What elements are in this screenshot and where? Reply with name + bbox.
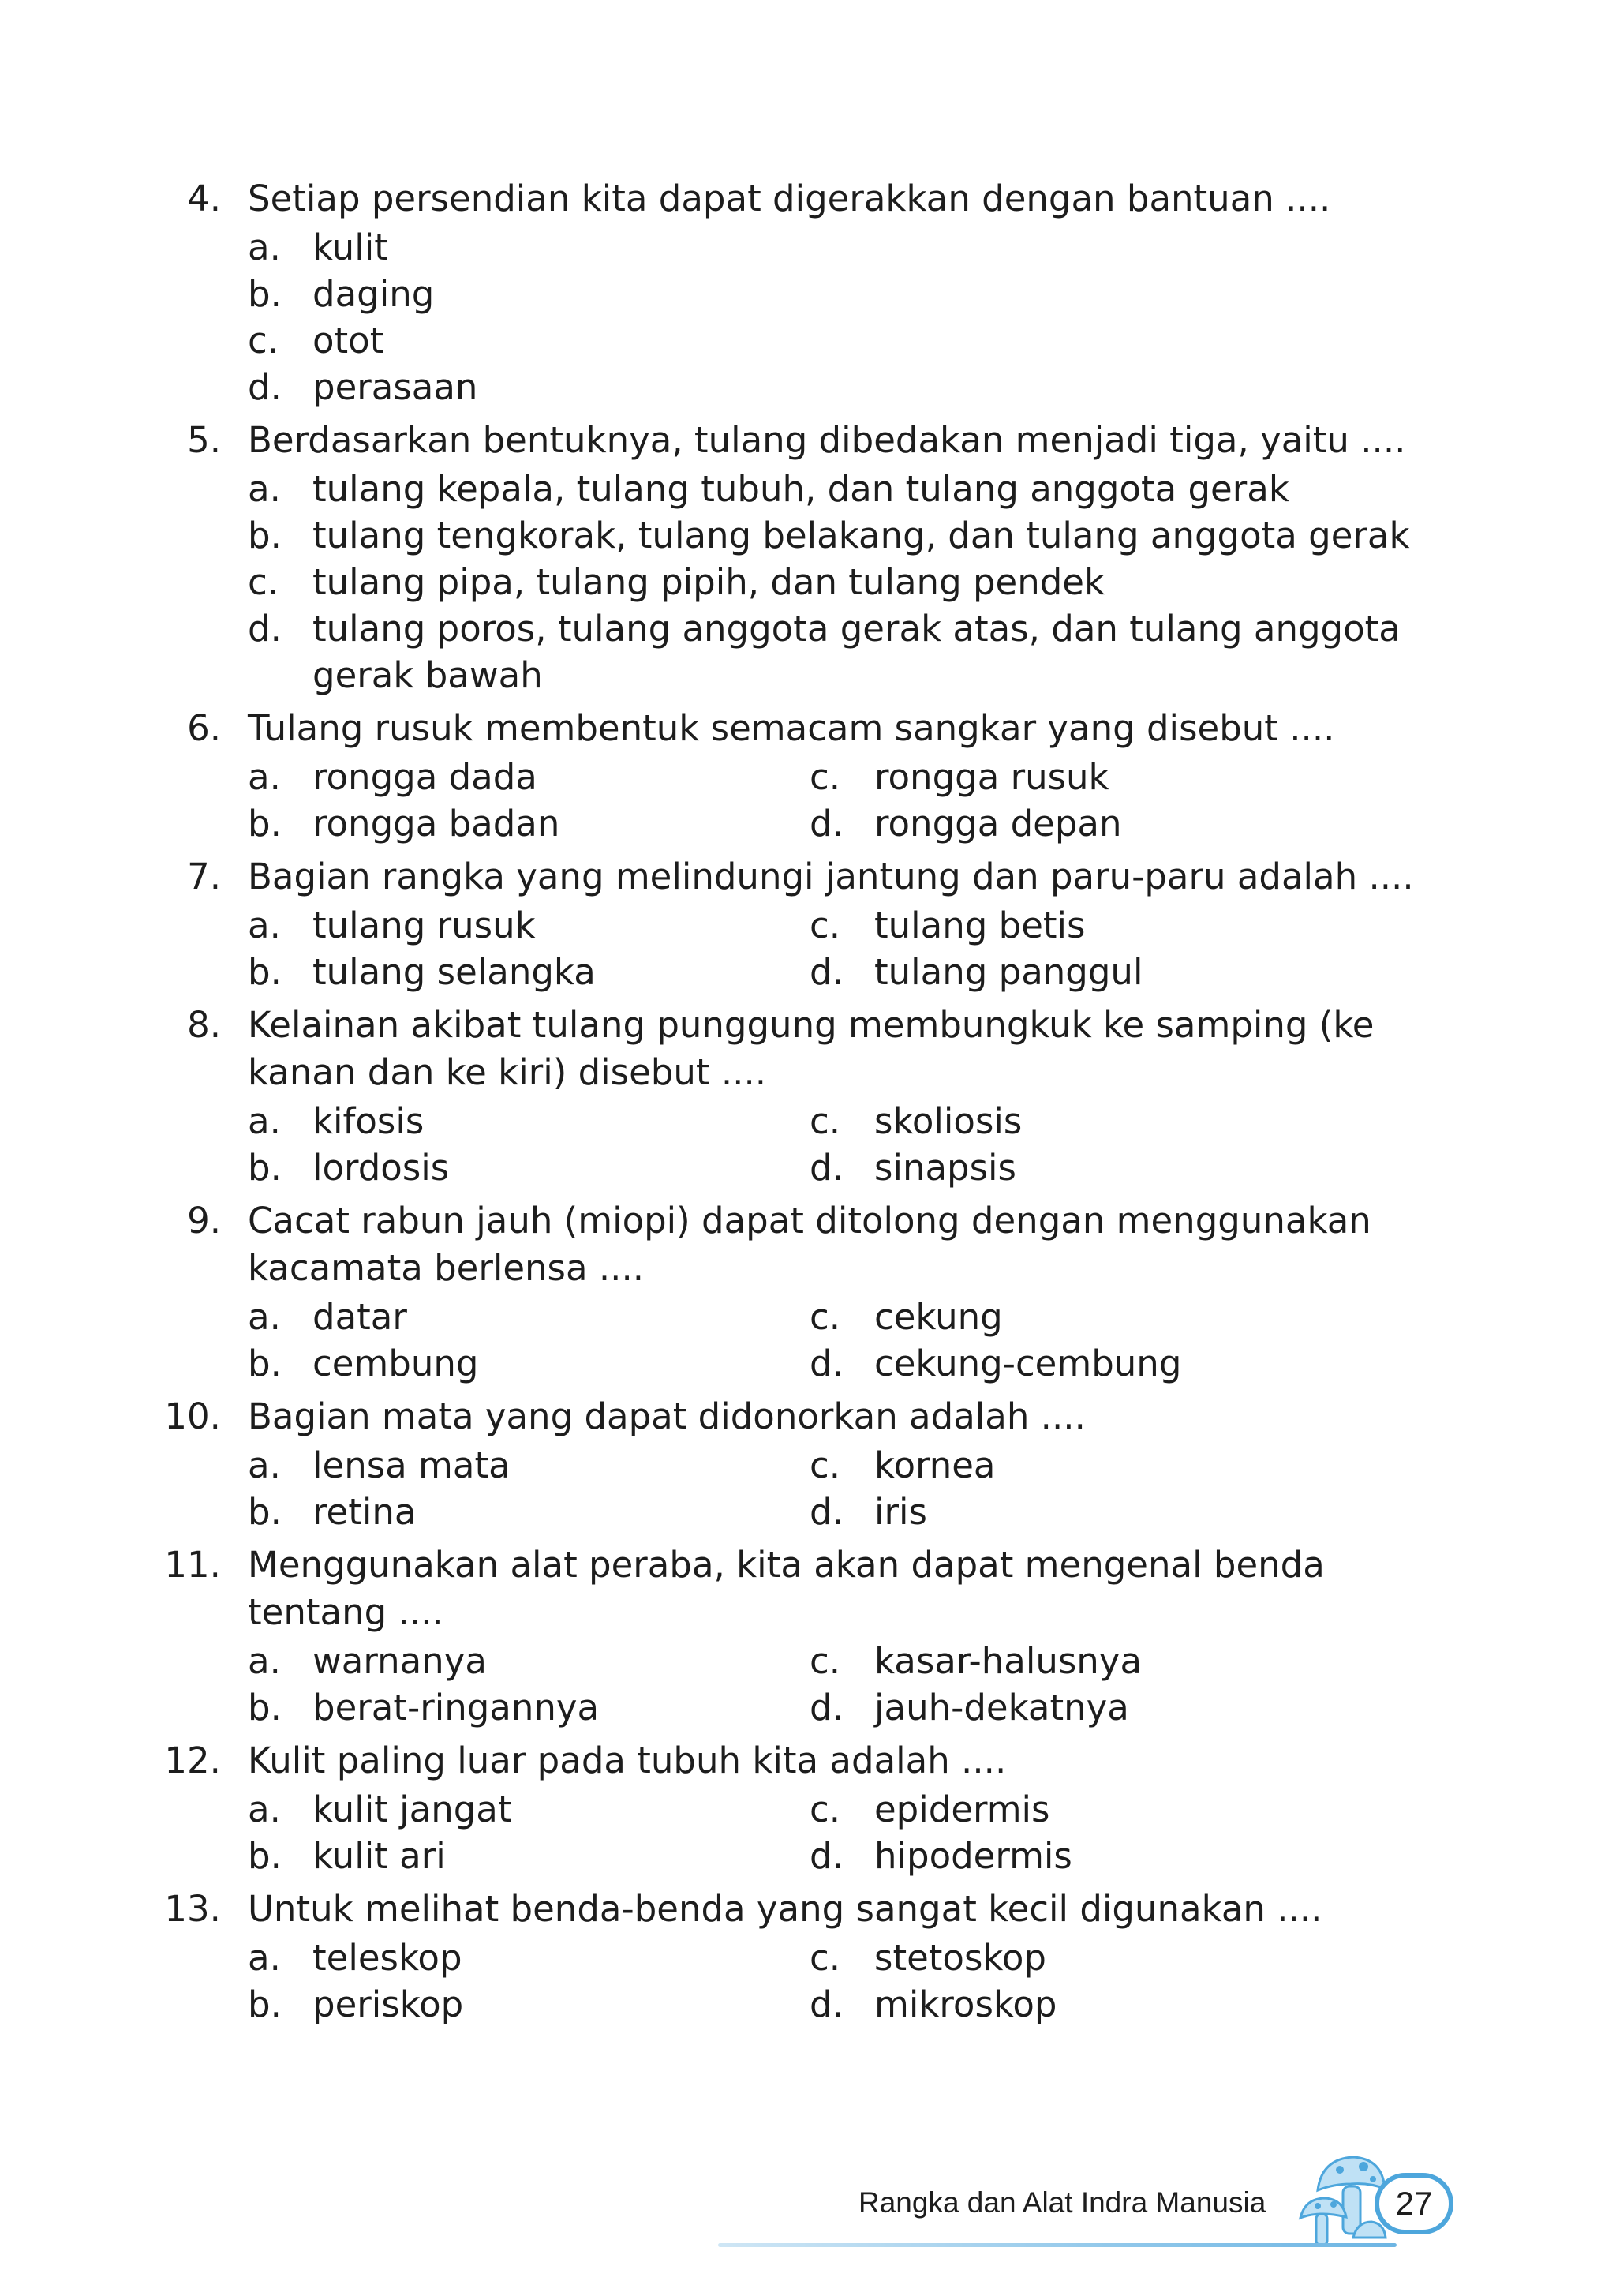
- question-item: [0, 1393, 1616, 1535]
- option-letter: a.: [248, 1296, 281, 1338]
- option-text: iris: [874, 1491, 927, 1533]
- answer-option: [810, 1340, 1409, 1387]
- answer-option: [810, 1098, 1409, 1144]
- question-item: [0, 853, 1616, 995]
- option-text: kulit jangat: [312, 1788, 512, 1830]
- option-letter: d.: [248, 366, 282, 408]
- option-text: berat-ringannya: [312, 1687, 600, 1729]
- option-letter: a.: [248, 227, 281, 268]
- option-letter: a.: [248, 756, 281, 798]
- answer-option: [248, 224, 1479, 271]
- option-letter: d.: [248, 608, 282, 650]
- question-item: [0, 175, 1616, 410]
- option-text: kulit: [312, 227, 388, 268]
- question-item: [0, 705, 1616, 847]
- option-text: jauh-dekatnya: [874, 1687, 1129, 1729]
- option-letter: b.: [248, 1687, 282, 1729]
- answer-option: [248, 512, 1479, 559]
- option-text: teleskop: [312, 1937, 462, 1979]
- option-text: warnanya: [312, 1640, 487, 1682]
- answer-option: [248, 317, 1479, 364]
- answer-option: [248, 1294, 810, 1340]
- answer-option: [810, 1684, 1409, 1731]
- option-letter: c.: [248, 320, 279, 361]
- chapter-title: Rangka dan Alat Indra Manusia: [858, 2186, 1266, 2219]
- answer-options: [248, 1786, 1616, 1879]
- answer-option: [810, 800, 1409, 847]
- question-text: Untuk melihat benda-benda yang sangat kecil digunakan ....: [248, 1888, 1322, 1930]
- option-letter: b.: [248, 951, 282, 993]
- question-number: 5.: [187, 419, 221, 461]
- option-text: tulang panggul: [874, 951, 1143, 993]
- option-letter: a.: [248, 1640, 281, 1682]
- option-letter: a.: [248, 1937, 281, 1979]
- answer-option: [810, 1489, 1409, 1535]
- option-text: tulang pipa, tulang pipih, dan tulang pendek: [312, 561, 1105, 603]
- option-letter: c.: [810, 1937, 841, 1979]
- question-number: 8.: [187, 1004, 221, 1046]
- option-letter: c.: [810, 1444, 841, 1486]
- answer-option: [810, 1638, 1409, 1684]
- question-item: [0, 417, 1616, 699]
- option-text: lordosis: [312, 1147, 450, 1189]
- option-text: kasar-halusnya: [874, 1640, 1143, 1682]
- option-letter: c.: [810, 905, 841, 946]
- question-number: 10.: [164, 1395, 221, 1437]
- answer-option: [810, 754, 1409, 800]
- option-letter: d.: [810, 1147, 844, 1189]
- option-letter: c.: [248, 561, 279, 603]
- option-text: sinapsis: [874, 1147, 1016, 1189]
- option-text: kifosis: [312, 1100, 425, 1142]
- option-text: tulang kepala, tulang tubuh, dan tulang anggota gerak: [312, 468, 1289, 510]
- answer-option: [248, 1833, 810, 1879]
- option-text: tulang betis: [874, 905, 1086, 946]
- answer-options: [248, 1098, 1616, 1191]
- option-letter: c.: [810, 1640, 841, 1682]
- question-number: 6.: [187, 707, 221, 749]
- answer-option: [248, 605, 1479, 699]
- answer-option: [248, 1144, 810, 1191]
- option-text: mikroskop: [874, 1983, 1057, 2025]
- option-text: kulit ari: [312, 1835, 446, 1877]
- answer-option: [248, 949, 810, 995]
- page-number: 27: [1395, 2185, 1433, 2222]
- option-letter: b.: [248, 1147, 282, 1189]
- option-letter: d.: [810, 1343, 844, 1384]
- answer-options: [248, 466, 1616, 699]
- option-letter: c.: [810, 1100, 841, 1142]
- answer-option: [248, 1684, 810, 1731]
- answer-option: [810, 1786, 1409, 1833]
- answer-option: [810, 1981, 1409, 2028]
- question-text: Menggunakan alat peraba, kita akan dapat mengenal benda tentang ....: [248, 1544, 1325, 1633]
- answer-options: [248, 1935, 1616, 2028]
- question-item: [0, 1197, 1616, 1387]
- option-letter: d.: [810, 1835, 844, 1877]
- answer-option: [810, 902, 1409, 949]
- option-text: rongga rusuk: [874, 756, 1109, 798]
- answer-options: [248, 902, 1616, 995]
- answer-option: [248, 800, 810, 847]
- answer-option: [248, 1638, 810, 1684]
- option-text: tulang tengkorak, tulang belakang, dan tulang anggota gerak: [312, 515, 1410, 556]
- answer-option: [810, 1144, 1409, 1191]
- question-text: Tulang rusuk membentuk semacam sangkar yang disebut ....: [248, 707, 1335, 749]
- option-letter: b.: [248, 1343, 282, 1384]
- option-letter: b.: [248, 803, 282, 845]
- option-text: retina: [312, 1491, 417, 1533]
- answer-options: [248, 1442, 1616, 1535]
- question-item: [0, 1737, 1616, 1879]
- option-letter: b.: [248, 515, 282, 556]
- footer-divider: [718, 2243, 1397, 2247]
- question-text: Kulit paling luar pada tubuh kita adalah ....: [248, 1740, 1007, 1781]
- option-letter: a.: [248, 1444, 281, 1486]
- option-text: datar: [312, 1296, 407, 1338]
- option-letter: a.: [248, 1788, 281, 1830]
- question-number: 11.: [164, 1544, 221, 1586]
- answer-option: [248, 1098, 810, 1144]
- option-letter: d.: [810, 1983, 844, 2025]
- option-letter: a.: [248, 905, 281, 946]
- question-text: Bagian rangka yang melindungi jantung dan paru-paru adalah ....: [248, 856, 1414, 897]
- option-letter: d.: [810, 1491, 844, 1533]
- answer-option: [248, 1340, 810, 1387]
- question-list: [0, 175, 1616, 2034]
- answer-option: [810, 949, 1409, 995]
- option-letter: b.: [248, 1491, 282, 1533]
- option-text: epidermis: [874, 1788, 1050, 1830]
- option-text: hipodermis: [874, 1835, 1072, 1877]
- answer-option: [248, 1935, 810, 1981]
- option-letter: d.: [810, 951, 844, 993]
- option-text: cekung-cembung: [874, 1343, 1182, 1384]
- answer-option: [248, 271, 1479, 317]
- option-text: periskop: [312, 1983, 464, 2025]
- option-text: cembung: [312, 1343, 479, 1384]
- option-letter: a.: [248, 1100, 281, 1142]
- question-number: 13.: [164, 1888, 221, 1930]
- question-number: 7.: [187, 856, 221, 897]
- option-letter: d.: [810, 803, 844, 845]
- question-text: Kelainan akibat tulang punggung membungkuk ke samping (ke kanan dan ke kiri) disebut ....: [248, 1004, 1375, 1093]
- answer-option: [248, 1489, 810, 1535]
- option-text: lensa mata: [312, 1444, 511, 1486]
- answer-option: [810, 1442, 1409, 1489]
- answer-options: [248, 224, 1616, 410]
- option-text: otot: [312, 320, 384, 361]
- option-letter: d.: [810, 1687, 844, 1729]
- page-number-badge: [1375, 2173, 1453, 2234]
- option-letter: c.: [810, 1788, 841, 1830]
- option-text: tulang selangka: [312, 951, 596, 993]
- answer-option: [248, 466, 1479, 512]
- option-letter: b.: [248, 1835, 282, 1877]
- option-text: kornea: [874, 1444, 996, 1486]
- option-text: rongga dada: [312, 756, 537, 798]
- answer-options: [248, 1638, 1616, 1731]
- option-letter: c.: [810, 1296, 841, 1338]
- question-text: Bagian mata yang dapat didonorkan adalah ....: [248, 1395, 1086, 1437]
- answer-option: [248, 754, 810, 800]
- answer-option: [248, 559, 1479, 605]
- answer-option: [248, 1442, 810, 1489]
- question-text: Setiap persendian kita dapat digerakkan dengan bantuan ....: [248, 178, 1331, 219]
- question-item: [0, 1002, 1616, 1191]
- question-item: [0, 1541, 1616, 1731]
- question-text: Berdasarkan bentuknya, tulang dibedakan menjadi tiga, yaitu ....: [248, 419, 1406, 461]
- answer-option: [810, 1294, 1409, 1340]
- question-number: 9.: [187, 1200, 221, 1242]
- answer-options: [248, 754, 1616, 847]
- option-letter: c.: [810, 756, 841, 798]
- option-text: tulang rusuk: [312, 905, 536, 946]
- question-text: Cacat rabun jauh (miopi) dapat ditolong dengan menggunakan kacamata berlensa ....: [248, 1200, 1371, 1289]
- option-text: stetoskop: [874, 1937, 1046, 1979]
- option-letter: b.: [248, 1983, 282, 2025]
- option-text: daging: [312, 273, 435, 315]
- question-item: [0, 1886, 1616, 2028]
- question-number: 4.: [187, 178, 221, 219]
- answer-option: [248, 364, 1479, 410]
- answer-option: [248, 902, 810, 949]
- answer-option: [810, 1935, 1409, 1981]
- option-text: rongga badan: [312, 803, 560, 845]
- question-number: 12.: [164, 1740, 221, 1781]
- option-text: tulang poros, tulang anggota gerak atas, dan tulang anggota gerak bawah: [312, 608, 1401, 696]
- option-text: cekung: [874, 1296, 1003, 1338]
- answer-options: [248, 1294, 1616, 1387]
- option-letter: b.: [248, 273, 282, 315]
- option-text: skoliosis: [874, 1100, 1023, 1142]
- answer-option: [248, 1981, 810, 2028]
- answer-option: [810, 1833, 1409, 1879]
- option-text: rongga depan: [874, 803, 1122, 845]
- answer-option: [248, 1786, 810, 1833]
- option-letter: a.: [248, 468, 281, 510]
- option-text: perasaan: [312, 366, 478, 408]
